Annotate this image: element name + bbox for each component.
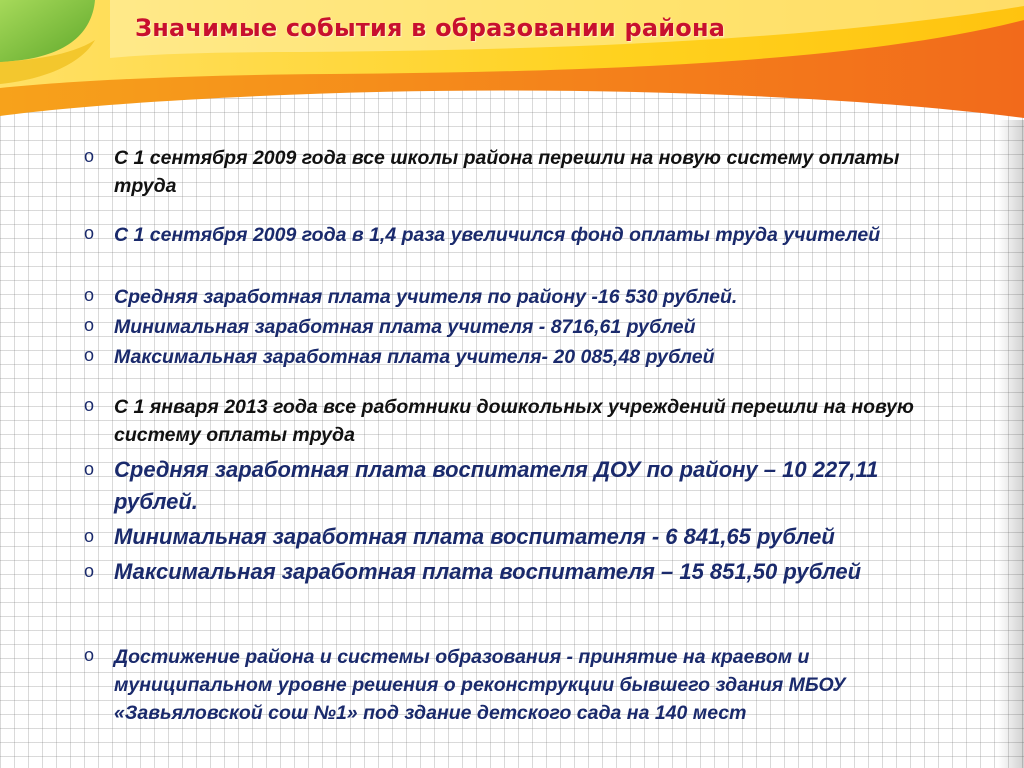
bullet-marker: o	[84, 645, 95, 665]
list-item-text: С 1 сентября 2009 года в 1,4 раза увеличился фонд оплаты труда учителей	[114, 224, 881, 246]
bullet-marker: o	[84, 395, 95, 415]
list-item-text: Минимальная заработная плата воспитателя - 6 841,65 рублей	[114, 524, 835, 549]
slide-title: Значимые события в образовании района	[135, 14, 726, 42]
bullet-marker: o	[84, 223, 95, 243]
bullet-marker: o	[84, 315, 95, 335]
list-item-text: С 1 января 2013 года все работники дошкольных учреждений перешли на новую систему оплаты труда	[114, 396, 914, 446]
bullet-marker: o	[84, 285, 95, 305]
list-item-text: Максимальная заработная плата учителя- 20 085,48 рублей	[114, 346, 715, 368]
bullet-marker: o	[84, 146, 95, 166]
bullet-marker: o	[84, 561, 95, 581]
list-item-text: Минимальная заработная плата учителя - 8716,61 рублей	[114, 316, 696, 338]
list-item-text: Достижение района и системы образования - принятие на краевом и муниципальном уровне решения о реконструкции бывшего здания МБОУ «Завьяловской сош №1» под здание детского сада на 140 мест	[114, 646, 846, 724]
list-item-text: Средняя заработная плата учителя по району -16 530 рублей.	[114, 286, 738, 308]
bullet-marker: o	[84, 459, 95, 479]
list-item-text: С 1 сентября 2009 года все школы района перешли на новую систему оплаты труда	[114, 147, 900, 197]
bullet-marker: o	[84, 345, 95, 365]
list-item-text: Средняя заработная плата воспитателя ДОУ по району – 10 227,11 рублей.	[114, 457, 879, 514]
bullet-marker: o	[84, 526, 95, 546]
slide-edge-shadow	[998, 120, 1024, 768]
list-item-text: Максимальная заработная плата воспитателя – 15 851,50 рублей	[114, 559, 862, 584]
